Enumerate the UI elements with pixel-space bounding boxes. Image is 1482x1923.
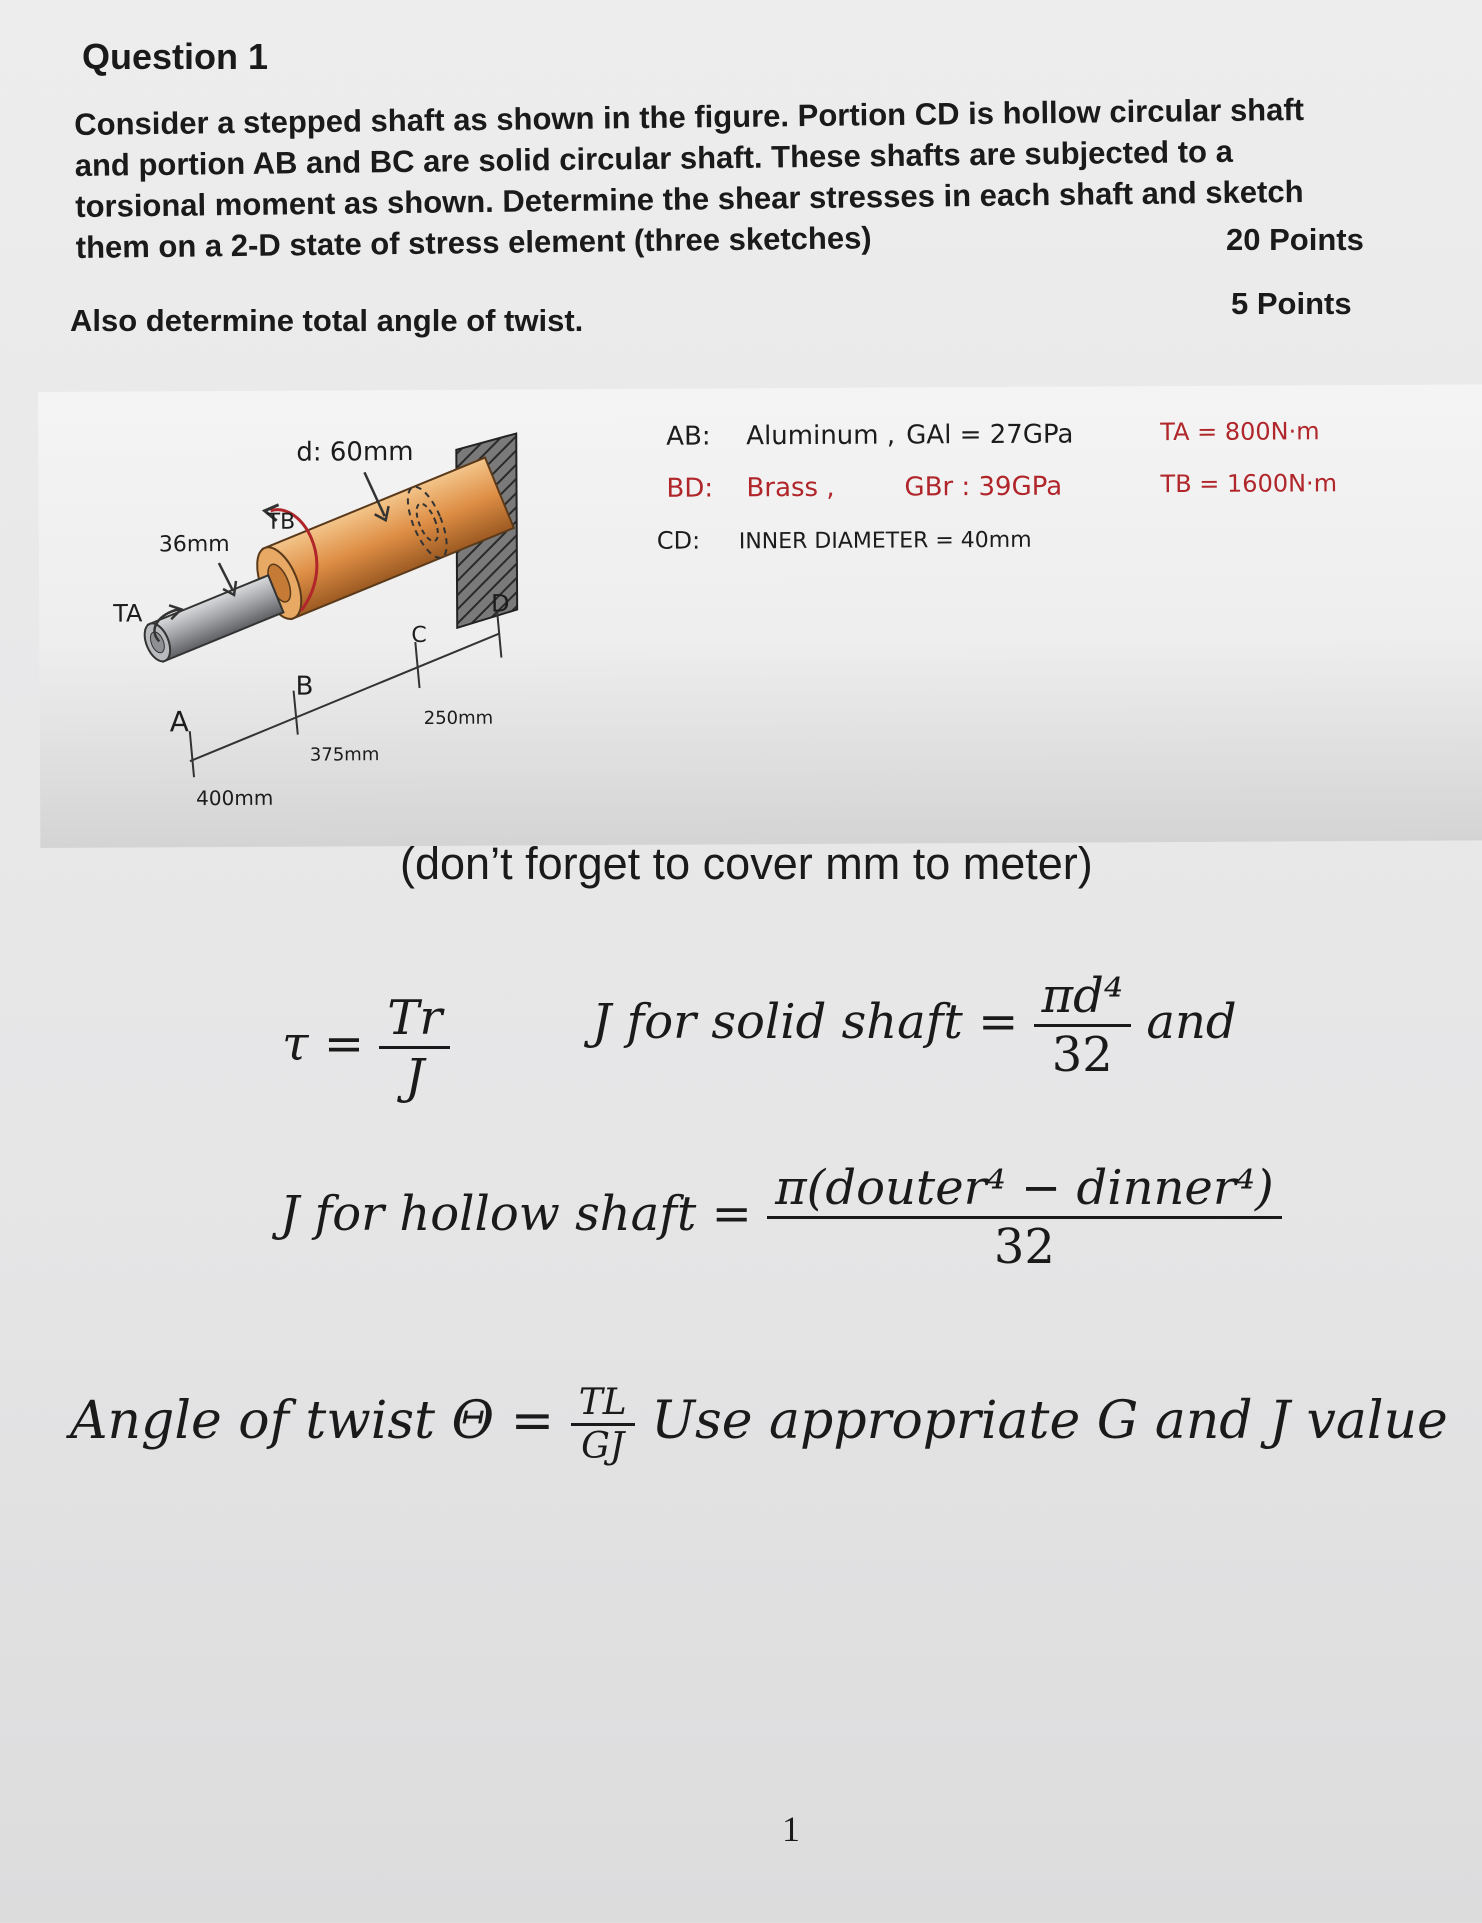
label-c: C (411, 622, 427, 649)
angle-denominator: GJ (581, 1426, 625, 1467)
j-hollow-formula (280, 1160, 1282, 1275)
tau-lhs: τ = (282, 1016, 365, 1072)
label-d-end: D (491, 589, 510, 618)
mat-cd-info: INNER DIAMETER = 40mm (738, 527, 1032, 555)
mat-bd-seg: BD: (666, 473, 714, 504)
points-stress: 20 Points (1226, 222, 1364, 257)
jsolid-lhs: J for solid shaft = (592, 994, 1019, 1050)
jhollow-denominator: 32 (993, 1219, 1055, 1275)
mat-bd-name: Brass , (746, 472, 835, 504)
angle-tail: Use appropriate G and J value (651, 1391, 1448, 1451)
label-b: B (295, 671, 314, 702)
label-d: d: 60mm (296, 437, 414, 468)
angle-of-twist-formula (70, 1382, 1448, 1467)
shear-stress-formula (282, 990, 450, 1105)
j-solid-formula (592, 968, 1237, 1083)
tau-fraction (379, 990, 450, 1105)
page-number: 1 (782, 1809, 800, 1849)
tau-numerator: Tr (379, 990, 450, 1049)
mat-ab-name: Aluminum , (746, 420, 896, 452)
length-ab: 400mm (196, 785, 274, 811)
angle-numerator: TL (571, 1382, 635, 1426)
aluminum-shaft (140, 575, 284, 665)
label-ta: TA (113, 599, 143, 628)
prompt-line-3: torsional moment as shown. Determine the shear stresses in each shaft and sketch (75, 173, 1304, 224)
angle-fraction (571, 1382, 635, 1467)
jsolid-numerator: πd⁴ (1034, 968, 1132, 1027)
dim-line-ad (189, 634, 500, 762)
jhollow-numerator: π(douter⁴ − dinner⁴) (767, 1160, 1282, 1219)
prompt-line-4: them on a 2-D state of stress element (three sketches) (75, 220, 872, 265)
jsolid-denominator: 32 (1051, 1027, 1113, 1083)
mat-bd-g: GBr : 39GPa (904, 471, 1063, 503)
question-title: Question 1 (82, 36, 269, 77)
torque-tb: TB = 1600N·m (1160, 469, 1338, 499)
jhollow-fraction (767, 1160, 1282, 1275)
jhollow-lhs: J for hollow shaft = (280, 1186, 752, 1242)
angle-lhs: Angle of twist Θ = (70, 1391, 555, 1451)
label-a: A (169, 705, 189, 739)
mat-ab-g: GAl = 27GPa (906, 419, 1074, 451)
jsolid-fraction (1034, 968, 1132, 1083)
jsolid-tail: and (1146, 994, 1237, 1050)
label-36: 36mm (158, 531, 230, 558)
unit-note: (don’t forget to cover mm to meter) (400, 838, 1093, 889)
mat-cd-seg: CD: (656, 526, 701, 555)
torque-ta: TA = 800N·m (1160, 417, 1320, 447)
pointer-36 (219, 563, 233, 591)
length-bc: 375mm (309, 744, 380, 766)
tau-denominator: J (405, 1049, 425, 1105)
figure-panel (38, 384, 1482, 848)
dim-tick-a (190, 731, 194, 777)
length-cd: 250mm (423, 707, 494, 729)
points-twist: 5 Points (1231, 286, 1352, 321)
label-tb: TB (266, 509, 296, 535)
dim-tick-c (415, 642, 419, 688)
shaft-diagram (38, 384, 1482, 848)
prompt-line-1: Consider a stepped shaft as shown in the figure. Portion CD is hollow circular shaft (74, 91, 1305, 142)
prompt-line-2: and portion AB and BC are solid circular shaft. These shafts are subjected to a (74, 133, 1234, 183)
mat-ab-seg: AB: (666, 421, 711, 452)
twist-prompt: Also determine total angle of twist. (70, 303, 584, 338)
